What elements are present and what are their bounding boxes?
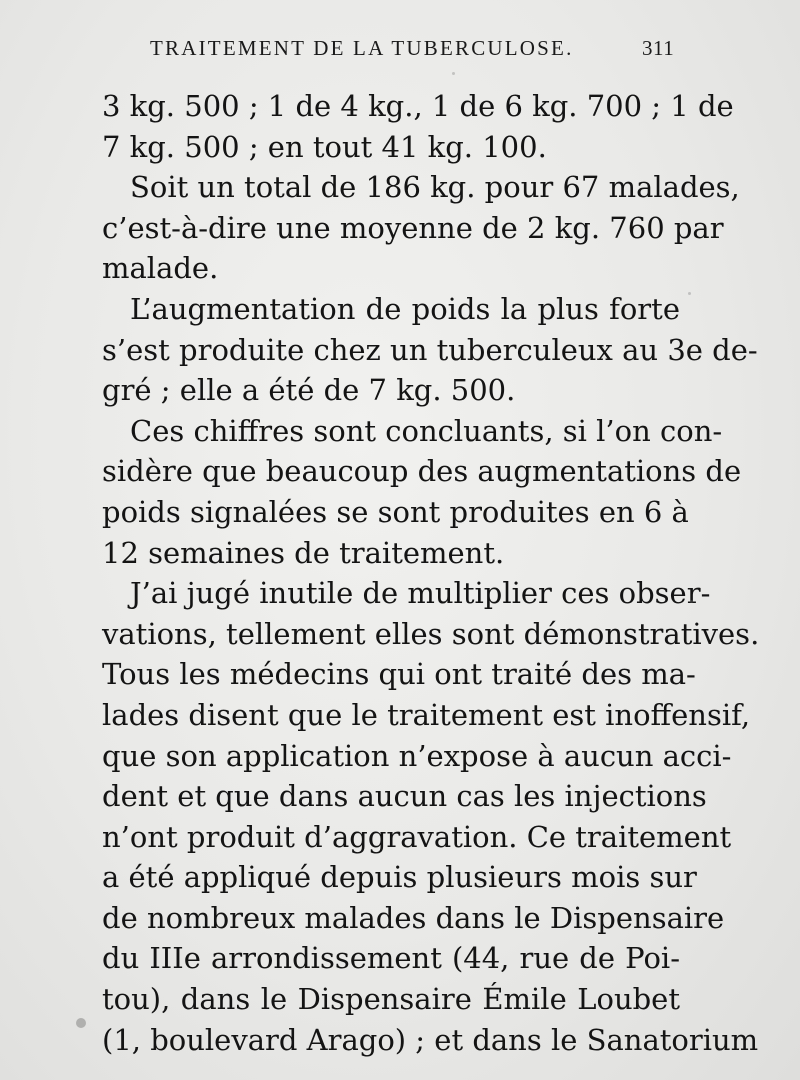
text-line: 7 kg. 500 ; en tout 41 kg. 100. — [102, 129, 547, 164]
margin-speck — [76, 1018, 86, 1028]
text-line: Ces chiffres sont concluants, si l’on con- — [130, 413, 723, 448]
text-line: 12 semaines de traitement. — [102, 535, 505, 570]
paper-speck — [700, 352, 702, 354]
text-line: s’est produite chez un tuberculeux au 3e de- — [102, 332, 758, 367]
text-line: lades disent que le traitement est inoffensif, — [102, 697, 751, 732]
text-line: J’ai jugé inutile de multiplier ces obser- — [130, 576, 711, 611]
text-line: sidère que beaucoup des augmentations de — [102, 454, 742, 489]
running-title: TRAITEMENT DE LA TUBERCULOSE. — [150, 36, 574, 60]
text-line: que son application n’expose à aucun acci- — [102, 738, 732, 773]
text-line: (1, boulevard Arago) ; et dans le Sanatorium — [102, 1022, 759, 1057]
text-line: de nombreux malades dans le Dispensaire — [102, 900, 725, 935]
text-line: du IIIe arrondissement (44, rue de Poi- — [102, 941, 680, 976]
text-line: a été appliqué depuis plusieurs mois sur — [102, 860, 697, 895]
text-line: n’ont produit d’aggravation. Ce traitement — [102, 819, 732, 854]
paper-speck — [690, 600, 693, 603]
text-line: poids signalées se sont produites en 6 à — [102, 494, 689, 529]
text-line: 3 kg. 500 ; 1 de 4 kg., 1 de 6 kg. 700 ; 1 de — [102, 89, 734, 123]
paper-speck — [452, 72, 455, 75]
paper-speck — [688, 292, 691, 295]
text-line: vations, tellement elles sont démonstratives. — [102, 616, 760, 651]
text-line: L’augmentation de poids la plus forte — [130, 291, 680, 326]
text-line: malade. — [102, 251, 219, 286]
text-line: tou), dans le Dispensaire Émile Loubet — [102, 982, 680, 1017]
page-number: 311 — [642, 36, 675, 60]
text-line: Tous les médecins qui ont traité des ma- — [102, 657, 696, 692]
text-line: Soit un total de 186 kg. pour 67 malades, — [130, 170, 740, 205]
text-line: c’est-à-dire une moyenne de 2 kg. 760 par — [102, 210, 724, 245]
text-line: gré ; elle a été de 7 kg. 500. — [102, 373, 516, 408]
running-header — [150, 36, 690, 66]
text-line: dent et que dans aucun cas les injections — [102, 779, 707, 814]
body-text — [102, 86, 760, 1060]
